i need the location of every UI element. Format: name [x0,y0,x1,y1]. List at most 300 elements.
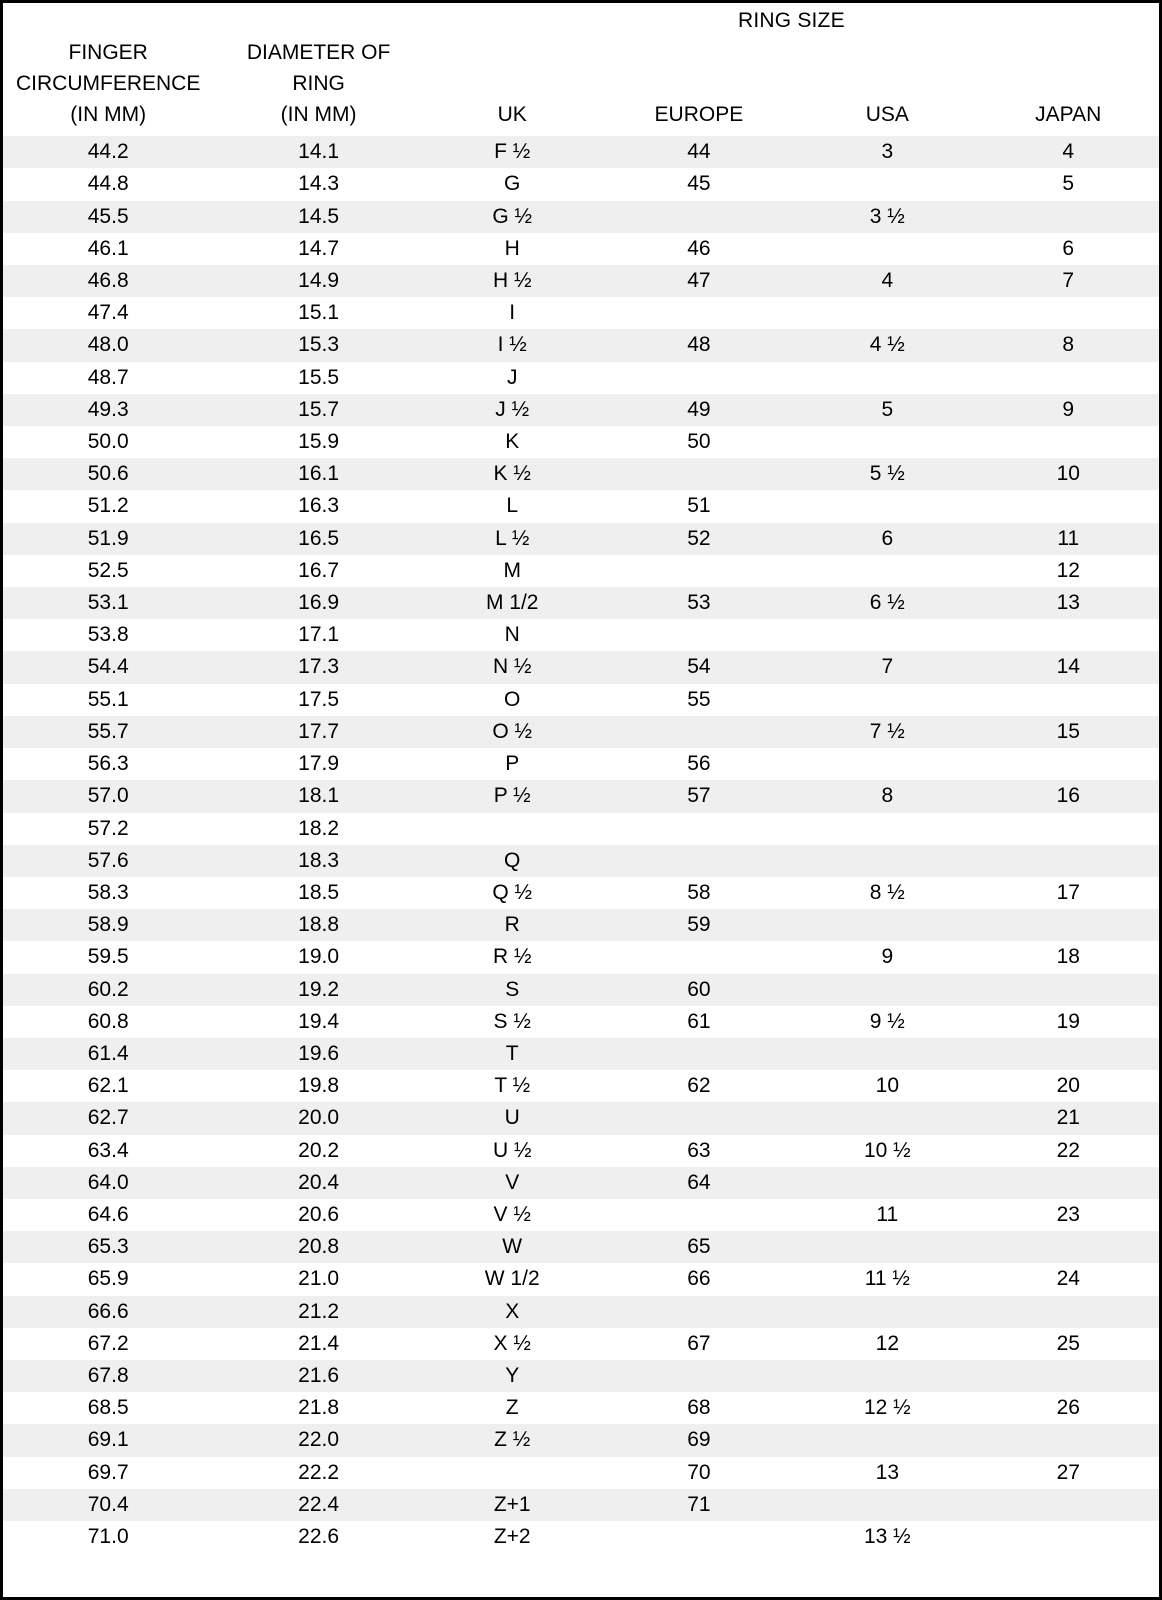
table-cell-diameter: 21.8 [213,1392,423,1424]
table-cell-usa [797,555,977,587]
column-header-usa: USA [865,103,909,127]
table-cell-europe: 67 [601,1328,798,1360]
table-cell-japan [977,1296,1159,1328]
table-cell-uk: J [424,362,601,394]
table-cell-japan: 9 [977,394,1159,426]
table-cell-europe: 46 [601,233,798,265]
table-cell-uk: Q ½ [424,877,601,909]
table-cell-usa: 7 ½ [797,716,977,748]
table-row [3,1006,1159,1038]
table-cell-diameter: 15.7 [213,394,423,426]
table-cell-japan [977,362,1159,394]
table-cell-usa: 12 ½ [797,1392,977,1424]
table-cell-japan: 8 [977,329,1159,361]
table-row [3,394,1159,426]
table-cell-diameter: 15.5 [213,362,423,394]
table-row [3,619,1159,651]
table-cell-circumference: 57.6 [3,845,213,877]
table-cell-usa: 9 ½ [797,1006,977,1038]
table-cell-japan: 14 [977,651,1159,683]
table-row [3,329,1159,361]
table-cell-europe: 58 [601,877,798,909]
table-cell-uk: V ½ [424,1199,601,1231]
table-cell-circumference: 44.2 [3,136,213,168]
column-header-japan: JAPAN [1035,103,1102,127]
table-cell-europe: 49 [601,394,798,426]
table-cell-japan: 10 [977,458,1159,490]
table-cell-usa [797,974,977,1006]
column-header-europe: EUROPE [654,103,744,127]
table-cell-diameter: 14.3 [213,168,423,200]
table-cell-japan [977,1167,1159,1199]
table-cell-japan [977,974,1159,1006]
table-cell-circumference: 69.7 [3,1457,213,1489]
column-header-circumference-line2: CIRCUMFERENCE [16,72,201,96]
table-cell-diameter: 18.1 [213,780,423,812]
table-cell-usa [797,813,977,845]
table-cell-japan: 26 [977,1392,1159,1424]
table-cell-japan: 4 [977,136,1159,168]
table-cell-europe [601,362,798,394]
table-cell-uk: Z ½ [424,1424,601,1456]
table-row [3,233,1159,265]
table-cell-europe [601,813,798,845]
table-cell-circumference: 68.5 [3,1392,213,1424]
table-cell-circumference: 56.3 [3,748,213,780]
table-cell-usa [797,1102,977,1134]
table-cell-circumference: 69.1 [3,1424,213,1456]
table-cell-circumference: 57.2 [3,813,213,845]
table-cell-uk: M [424,555,601,587]
table-cell-uk: I ½ [424,329,601,361]
table-cell-japan: 27 [977,1457,1159,1489]
table-cell-usa: 12 [797,1328,977,1360]
table-cell-usa: 5 ½ [797,458,977,490]
table-cell-europe [601,716,798,748]
column-header-diameter-line3: (IN MM) [280,103,357,127]
table-cell-japan: 13 [977,587,1159,619]
table-cell-usa [797,168,977,200]
table-cell-circumference: 48.0 [3,329,213,361]
table-cell-europe [601,1102,798,1134]
table-row [3,1489,1159,1521]
table-cell-uk: H [424,233,601,265]
table-cell-japan [977,490,1159,522]
table-row [3,426,1159,458]
table-row [3,1135,1159,1167]
table-row [3,587,1159,619]
table-cell-uk: N ½ [424,651,601,683]
table-cell-uk: Y [424,1360,601,1392]
table-cell-usa [797,619,977,651]
table-row [3,1521,1159,1553]
table-cell-diameter: 14.1 [213,136,423,168]
table-cell-diameter: 17.3 [213,651,423,683]
table-cell-diameter: 14.7 [213,233,423,265]
table-cell-europe: 59 [601,909,798,941]
table-cell-japan [977,1231,1159,1263]
table-cell-diameter: 20.0 [213,1102,423,1134]
table-cell-circumference: 63.4 [3,1135,213,1167]
table-cell-circumference: 64.0 [3,1167,213,1199]
table-cell-japan [977,909,1159,941]
table-header [3,3,1159,136]
table-cell-europe: 71 [601,1489,798,1521]
table-row [3,684,1159,716]
table-cell-japan [977,684,1159,716]
table-cell-japan: 21 [977,1102,1159,1134]
table-cell-uk: T ½ [424,1070,601,1102]
table-cell-europe [601,619,798,651]
table-cell-diameter: 18.5 [213,877,423,909]
table-cell-europe [601,1199,798,1231]
table-row [3,845,1159,877]
table-cell-uk: R ½ [424,941,601,973]
table-row [3,555,1159,587]
table-cell-europe: 50 [601,426,798,458]
table-cell-japan: 6 [977,233,1159,265]
table-cell-europe: 56 [601,748,798,780]
table-cell-japan: 12 [977,555,1159,587]
table-cell-circumference: 46.1 [3,233,213,265]
table-cell-japan: 20 [977,1070,1159,1102]
table-cell-circumference: 60.2 [3,974,213,1006]
table-cell-uk: F ½ [424,136,601,168]
table-row [3,1296,1159,1328]
ring-size-table [3,3,1159,1553]
table-cell-diameter: 18.8 [213,909,423,941]
table-row [3,362,1159,394]
table-cell-usa: 3 ½ [797,201,977,233]
table-row [3,651,1159,683]
table-cell-usa [797,1038,977,1070]
table-row [3,1328,1159,1360]
table-cell-diameter: 14.5 [213,201,423,233]
table-cell-japan [977,845,1159,877]
column-header-circumference-line1: FINGER [68,41,148,64]
table-cell-usa: 11 [797,1199,977,1231]
title-spacer-left [3,3,213,37]
table-cell-usa [797,297,977,329]
table-cell-europe: 45 [601,168,798,200]
table-cell-uk: Q [424,845,601,877]
table-cell-europe: 57 [601,780,798,812]
table-cell-diameter: 14.9 [213,265,423,297]
table-cell-japan: 22 [977,1135,1159,1167]
table-cell-uk: I [424,297,601,329]
table-row [3,1102,1159,1134]
table-cell-diameter: 20.4 [213,1167,423,1199]
table-cell-diameter: 21.4 [213,1328,423,1360]
table-cell-circumference: 70.4 [3,1489,213,1521]
table-cell-circumference: 57.0 [3,780,213,812]
table-cell-diameter: 22.4 [213,1489,423,1521]
table-cell-japan: 23 [977,1199,1159,1231]
table-cell-diameter: 22.0 [213,1424,423,1456]
table-cell-japan [977,201,1159,233]
column-header-diameter [213,37,423,136]
table-cell-japan: 16 [977,780,1159,812]
table-cell-uk: G [424,168,601,200]
table-cell-uk: Z+1 [424,1489,601,1521]
table-cell-circumference: 62.1 [3,1070,213,1102]
table-cell-usa: 13 ½ [797,1521,977,1553]
table-cell-diameter: 19.4 [213,1006,423,1038]
page-title: RING SIZE [737,9,845,32]
table-cell-europe: 61 [601,1006,798,1038]
table-cell-circumference: 60.8 [3,1006,213,1038]
table-cell-circumference: 53.8 [3,619,213,651]
table-cell-europe [601,297,798,329]
table-row [3,1457,1159,1489]
table-row [3,265,1159,297]
table-cell-circumference: 50.0 [3,426,213,458]
table-row [3,1392,1159,1424]
table-cell-uk: U ½ [424,1135,601,1167]
table-cell-uk: G ½ [424,201,601,233]
title-row [3,3,1159,37]
table-cell-uk: L ½ [424,523,601,555]
table-cell-diameter: 17.9 [213,748,423,780]
table-cell-uk: U [424,1102,601,1134]
table-row [3,136,1159,168]
table-cell-usa [797,1424,977,1456]
table-cell-europe: 62 [601,1070,798,1102]
table-cell-diameter: 19.6 [213,1038,423,1070]
column-header-circumference-line3: (IN MM) [70,103,147,127]
table-row [3,1167,1159,1199]
table-row [3,297,1159,329]
column-header-diameter-line2: RING [292,72,345,96]
table-cell-usa: 7 [797,651,977,683]
table-cell-uk: X [424,1296,601,1328]
table-row [3,1263,1159,1295]
table-row [3,458,1159,490]
table-cell-circumference: 65.9 [3,1263,213,1295]
table-cell-circumference: 50.6 [3,458,213,490]
table-cell-usa: 6 ½ [797,587,977,619]
table-cell-usa: 5 [797,394,977,426]
table-cell-circumference: 62.7 [3,1102,213,1134]
table-cell-europe [601,458,798,490]
table-cell-usa: 11 ½ [797,1263,977,1295]
table-cell-europe [601,1521,798,1553]
table-cell-usa [797,684,977,716]
table-cell-diameter: 19.0 [213,941,423,973]
table-cell-usa [797,845,977,877]
table-cell-usa [797,748,977,780]
table-cell-uk: T [424,1038,601,1070]
table-cell-uk [424,1457,601,1489]
table-cell-usa [797,490,977,522]
table-cell-europe: 44 [601,136,798,168]
table-cell-japan [977,748,1159,780]
table-row [3,1038,1159,1070]
table-cell-uk: M 1/2 [424,587,601,619]
table-cell-europe: 65 [601,1231,798,1263]
table-cell-europe: 63 [601,1135,798,1167]
table-cell-circumference: 58.9 [3,909,213,941]
table-cell-usa [797,362,977,394]
table-cell-circumference: 55.7 [3,716,213,748]
table-row [3,1360,1159,1392]
table-cell-diameter: 18.3 [213,845,423,877]
table-cell-circumference: 65.3 [3,1231,213,1263]
table-cell-uk: H ½ [424,265,601,297]
table-cell-usa: 3 [797,136,977,168]
table-cell-uk: W 1/2 [424,1263,601,1295]
table-row [3,941,1159,973]
table-cell-europe: 55 [601,684,798,716]
table-cell-europe: 66 [601,1263,798,1295]
table-cell-diameter: 22.6 [213,1521,423,1553]
table-cell-circumference: 49.3 [3,394,213,426]
table-row [3,974,1159,1006]
table-cell-circumference: 67.8 [3,1360,213,1392]
table-cell-usa: 10 [797,1070,977,1102]
table-cell-diameter: 15.1 [213,297,423,329]
table-cell-usa [797,1167,977,1199]
table-cell-europe: 52 [601,523,798,555]
column-header-row [3,37,1159,136]
table-cell-usa: 4 ½ [797,329,977,361]
table-cell-uk: Z [424,1392,601,1424]
table-cell-circumference: 64.6 [3,1199,213,1231]
table-row [3,1199,1159,1231]
table-cell-uk: O ½ [424,716,601,748]
table-row [3,909,1159,941]
table-cell-circumference: 54.4 [3,651,213,683]
table-cell-europe: 60 [601,974,798,1006]
table-row [3,877,1159,909]
table-cell-uk: O [424,684,601,716]
table-row [3,716,1159,748]
table-cell-diameter: 22.2 [213,1457,423,1489]
table-cell-circumference: 67.2 [3,1328,213,1360]
table-row [3,523,1159,555]
table-cell-uk: X ½ [424,1328,601,1360]
table-cell-japan [977,813,1159,845]
table-cell-diameter: 20.6 [213,1199,423,1231]
table-cell-diameter: 20.2 [213,1135,423,1167]
table-cell-circumference: 66.6 [3,1296,213,1328]
table-cell-usa [797,426,977,458]
table-cell-diameter: 16.5 [213,523,423,555]
table-row [3,201,1159,233]
table-cell-europe: 53 [601,587,798,619]
table-cell-japan: 18 [977,941,1159,973]
title-spacer-left2 [213,3,423,37]
table-cell-japan: 7 [977,265,1159,297]
table-cell-uk: N [424,619,601,651]
table-cell-usa [797,1296,977,1328]
table-row [3,1231,1159,1263]
table-cell-europe: 70 [601,1457,798,1489]
table-cell-japan [977,1424,1159,1456]
table-cell-usa: 13 [797,1457,977,1489]
table-cell-diameter: 16.9 [213,587,423,619]
table-cell-uk: P [424,748,601,780]
table-cell-europe: 48 [601,329,798,361]
table-cell-diameter: 18.2 [213,813,423,845]
table-cell-europe [601,555,798,587]
table-cell-circumference: 71.0 [3,1521,213,1553]
table-cell-circumference: 51.2 [3,490,213,522]
table-cell-uk: K ½ [424,458,601,490]
table-cell-usa: 8 ½ [797,877,977,909]
table-cell-usa: 4 [797,265,977,297]
table-body [3,136,1159,1553]
table-cell-japan: 5 [977,168,1159,200]
table-cell-diameter: 16.1 [213,458,423,490]
table-cell-uk: S ½ [424,1006,601,1038]
table-cell-europe: 69 [601,1424,798,1456]
table-row [3,780,1159,812]
table-cell-europe [601,1360,798,1392]
table-cell-uk: Z+2 [424,1521,601,1553]
table-cell-japan: 17 [977,877,1159,909]
table-cell-usa: 10 ½ [797,1135,977,1167]
table-cell-usa [797,909,977,941]
table-cell-circumference: 53.1 [3,587,213,619]
column-header-circumference [3,37,213,136]
table-cell-europe [601,201,798,233]
table-cell-diameter: 20.8 [213,1231,423,1263]
table-cell-europe: 51 [601,490,798,522]
table-cell-japan [977,1038,1159,1070]
table-cell-uk [424,813,601,845]
table-cell-europe [601,941,798,973]
table-cell-diameter: 15.3 [213,329,423,361]
table-cell-uk: R [424,909,601,941]
column-header-diameter-line1: DIAMETER OF [246,41,391,64]
table-cell-diameter: 16.3 [213,490,423,522]
table-cell-usa [797,1360,977,1392]
table-cell-japan: 24 [977,1263,1159,1295]
table-cell-circumference: 45.5 [3,201,213,233]
table-cell-uk: W [424,1231,601,1263]
table-cell-uk: J ½ [424,394,601,426]
table-cell-circumference: 44.8 [3,168,213,200]
table-cell-japan: 25 [977,1328,1159,1360]
table-cell-japan [977,1360,1159,1392]
table-cell-uk: V [424,1167,601,1199]
table-cell-circumference: 59.5 [3,941,213,973]
table-cell-circumference: 47.4 [3,297,213,329]
table-cell-usa [797,1231,977,1263]
table-cell-europe [601,845,798,877]
table-cell-diameter: 15.9 [213,426,423,458]
table-cell-usa [797,233,977,265]
table-row [3,1424,1159,1456]
table-cell-circumference: 58.3 [3,877,213,909]
table-row [3,168,1159,200]
table-cell-usa [797,1489,977,1521]
table-cell-japan [977,426,1159,458]
table-cell-diameter: 16.7 [213,555,423,587]
table-cell-diameter: 19.2 [213,974,423,1006]
table-row [3,490,1159,522]
table-cell-circumference: 48.7 [3,362,213,394]
table-cell-circumference: 51.9 [3,523,213,555]
table-cell-uk: P ½ [424,780,601,812]
table-cell-japan: 15 [977,716,1159,748]
table-cell-europe: 64 [601,1167,798,1199]
table-cell-diameter: 21.0 [213,1263,423,1295]
table-cell-diameter: 17.1 [213,619,423,651]
table-cell-diameter: 21.6 [213,1360,423,1392]
table-cell-diameter: 17.7 [213,716,423,748]
